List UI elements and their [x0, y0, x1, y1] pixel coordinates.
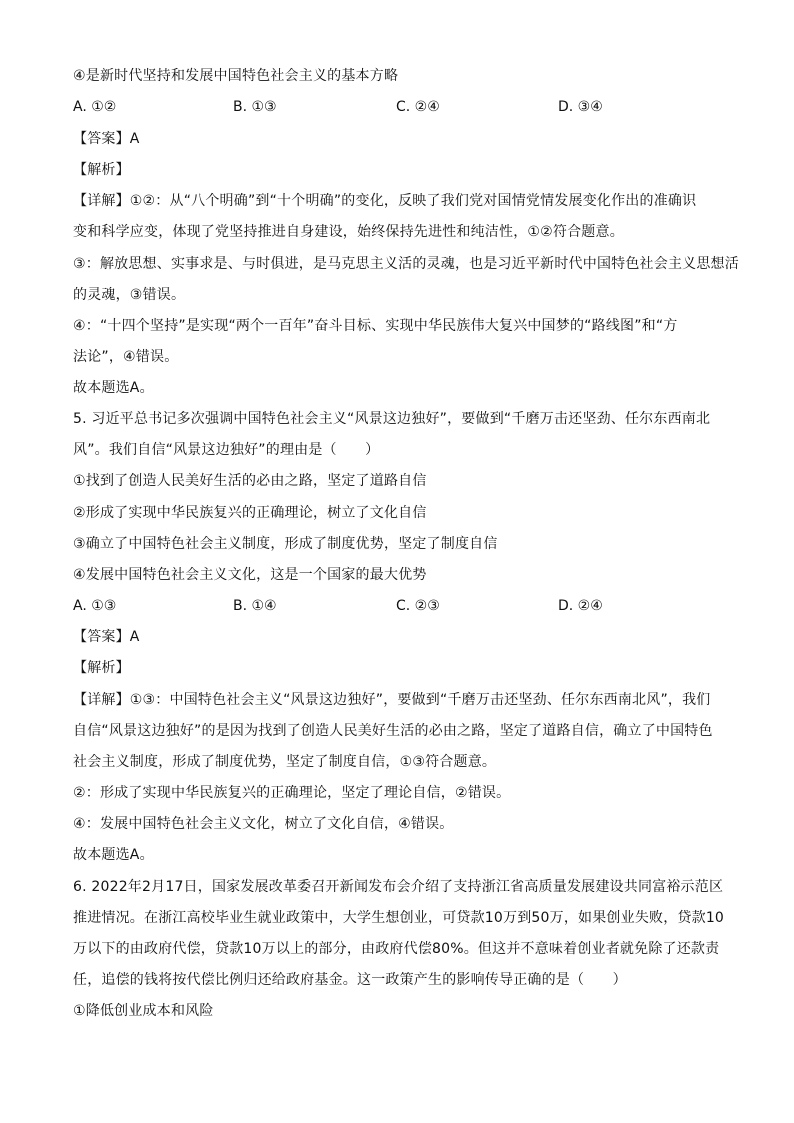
- q6-stem-line-2: 推进情况。在浙江高校毕业生就业政策中，大学生想创业，可贷款10万到50万，如果创业失败，贷款10: [73, 910, 725, 926]
- q4-option-b: B. ①③: [233, 99, 277, 115]
- q4-option-d: D. ③④: [558, 99, 603, 115]
- q5-answer: 【答案】A: [73, 629, 140, 645]
- q4-detail-line-2: 变和科学应变，体现了党坚持推进自身建设，始终保持先进性和纯洁性，①②符合题意。: [73, 224, 624, 240]
- q4-option-c: C. ②④: [396, 99, 440, 115]
- q5-stem-line-1: 5. 习近平总书记多次强调中国特色社会主义“风景这边独好”，要做到“千磨万击还坚劲、任尔东西南北: [73, 411, 711, 427]
- q5-option-a: A. ①③: [73, 598, 117, 614]
- q5-statement-1: ①找到了创造人民美好生活的必由之路，坚定了道路自信: [73, 473, 427, 489]
- q4-statement-4: ④是新时代坚持和发展中国特色社会主义的基本方略: [73, 68, 399, 84]
- q5-option-d: D. ②④: [558, 598, 603, 614]
- q5-statement-3: ③确立了中国特色社会主义制度，形成了制度优势，坚定了制度自信: [73, 536, 498, 552]
- q5-statement-2: ②形成了实现中华民族复兴的正确理论，树立了文化自信: [73, 505, 427, 521]
- q5-conclusion: 故本题选A。: [73, 847, 154, 863]
- q6-stem-line-4: 任，追偿的钱将按代偿比例归还给政府基金。这一政策产生的影响传导正确的是（ ）: [73, 972, 627, 988]
- q5-option-c: C. ②③: [396, 598, 440, 614]
- q4-answer: 【答案】A: [73, 131, 140, 147]
- q5-analysis-heading: 【解析】: [73, 660, 130, 676]
- q5-statement-4: ④发展中国特色社会主义文化，这是一个国家的最大优势: [73, 567, 427, 583]
- q5-stem-line-2: 风”。我们自信“风景这边独好”的理由是（ ）: [73, 442, 380, 458]
- q4-option-a: A. ①②: [73, 99, 117, 115]
- q6-stem-line-3: 万以下的由政府代偿，贷款10万以上的部分，由政府代偿80%。但这并不意味着创业者就免除了还款责: [73, 941, 720, 957]
- q4-detail-line-6: 法论”，④错误。: [73, 349, 179, 365]
- q4-detail-line-4: 的灵魂，③错误。: [73, 287, 186, 303]
- q4-conclusion: 故本题选A。: [73, 380, 154, 396]
- q5-detail-line-4: ②：形成了实现中华民族复兴的正确理论，坚定了理论自信，②错误。: [73, 785, 511, 801]
- q6-statement-1: ①降低创业成本和风险: [73, 1003, 214, 1019]
- q5-detail-line-2: 自信“风景这边独好”的是因为找到了创造人民美好生活的必由之路，坚定了道路自信，确立了中国特色: [73, 723, 713, 739]
- q6-stem-line-1: 6. 2022年2月17日，国家发展改革委召开新闻发布会介绍了支持浙江省高质量发展建设共同富裕示范区: [73, 879, 724, 895]
- q4-analysis-heading: 【解析】: [73, 162, 130, 178]
- q4-detail-line-1: 【详解】①②：从“八个明确”到“十个明确”的变化，反映了我们党对国情党情发展变化作出的准确识: [73, 193, 697, 209]
- q4-detail-line-3: ③：解放思想、实事求是、与时俱进，是马克思主义活的灵魂，也是习近平新时代中国特色社会主义思想活: [73, 256, 739, 272]
- q5-detail-line-3: 社会主义制度，形成了制度优势，坚定了制度自信，①③符合题意。: [73, 754, 497, 770]
- q4-detail-line-5: ④：“十四个坚持”是实现“两个一百年”奋斗目标、实现中华民族伟大复兴中国梦的“路线图”和“方: [73, 318, 678, 334]
- q5-detail-line-5: ④：发展中国特色社会主义文化，树立了文化自信，④错误。: [73, 816, 454, 832]
- q5-detail-line-1: 【详解】①③：中国特色社会主义“风景这边独好”，要做到“千磨万击还坚劲、任尔东西南北风”，我们: [73, 692, 711, 708]
- q5-option-b: B. ①④: [233, 598, 277, 614]
